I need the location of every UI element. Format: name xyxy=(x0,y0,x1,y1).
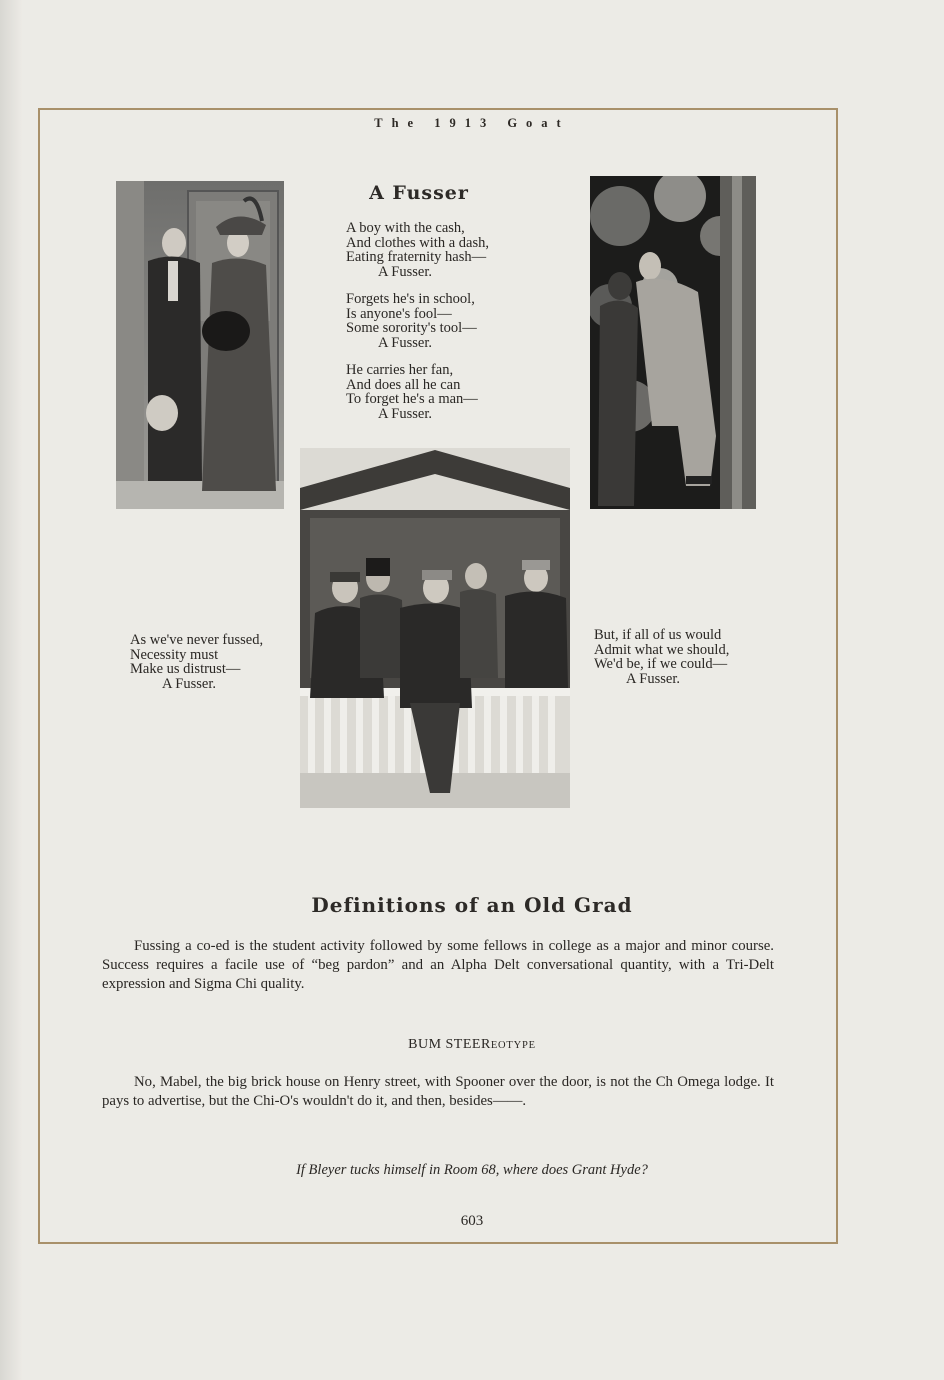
fusser-stanza-1 xyxy=(346,221,489,279)
bum-steer-paragraph xyxy=(102,1073,774,1111)
running-title: The 1913 Goat xyxy=(374,116,570,130)
poem-line: Necessity must xyxy=(130,646,219,663)
kissing-couple-photo xyxy=(590,176,756,509)
bum-steer-heading-main: BUM STEER xyxy=(408,1037,491,1052)
fusser-stanza-2 xyxy=(346,292,477,350)
poem-line: Admit what we should, xyxy=(594,641,730,658)
bum-steer-text: No, Mabel, the big brick house on Henry street, with Spooner over the door, is not the Ch Omega lodge. It pays to advertise, but the Chi-O's wouldn't do it, and then, besides——. xyxy=(102,1074,774,1109)
poem-line: As we've never fussed, xyxy=(130,632,264,648)
definitions-paragraph xyxy=(102,937,774,994)
poem-refrain: A Fusser. xyxy=(378,334,432,351)
poem-line: A boy with the cash, xyxy=(346,220,465,236)
page-number: 603 xyxy=(460,1213,484,1229)
fusser-stanza-5 xyxy=(594,628,729,686)
poem-line: To forget he's a man— xyxy=(346,391,478,407)
poem-refrain: A Fusser. xyxy=(378,263,432,280)
quip-line: If Bleyer tucks himself in Room 68, where does Grant Hyde? xyxy=(296,1162,648,1178)
definitions-text: Fussing a co-ed is the student activity followed by some fellows in college as a major and minor course. Success requires a facile use of “beg pardon” and an Alpha Delt conversational quantity, with a Tri-Delt expression and Sigma Chi quality. xyxy=(102,938,774,992)
bum-steer-heading xyxy=(0,1035,944,1053)
poem-line: Make us distrust— xyxy=(130,661,241,677)
poem-line: Eating fraternity hash— xyxy=(346,249,487,265)
fusser-stanza-4 xyxy=(130,633,263,691)
poem-line: Is anyone's fool— xyxy=(346,305,452,322)
fusser-title: A Fusser xyxy=(369,182,469,204)
bum-steer-heading-small: EOTYPE xyxy=(490,1040,536,1051)
couple-photo xyxy=(116,181,284,509)
poem-line: And does all he can xyxy=(346,376,461,393)
poem-line: Some sorority's tool— xyxy=(346,320,477,336)
poem-line: But, if all of us would xyxy=(594,627,722,643)
poem-line: And clothes with a dash, xyxy=(346,234,489,251)
poem-refrain: A Fusser. xyxy=(378,405,432,422)
poem-line: Forgets he's in school, xyxy=(346,291,475,307)
porch-group-photo xyxy=(300,448,570,808)
poem-line: He carries her fan, xyxy=(346,362,454,378)
poem-refrain: A Fusser. xyxy=(162,675,216,692)
fusser-stanza-3 xyxy=(346,363,478,421)
definitions-title: Definitions of an Old Grad xyxy=(311,893,633,917)
poem-line: We'd be, if we could— xyxy=(594,656,728,672)
poem-refrain: A Fusser. xyxy=(626,670,680,687)
